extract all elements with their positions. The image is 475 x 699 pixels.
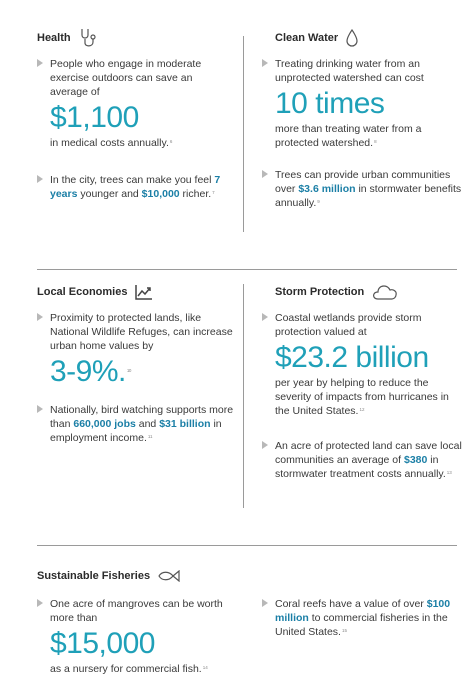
clean-water-section — [275, 28, 465, 48]
storm-protection-item-1-post: per year by helping to reduce the severity of impacts from hurricanes in the United States. — [275, 377, 449, 417]
local-economies-stat-value: 3-9%. — [50, 355, 126, 388]
footnote-ref: 9 — [317, 199, 320, 204]
bullet-arrow-icon — [262, 313, 268, 321]
health-item-2-text: In the city, trees can make you feel — [50, 174, 215, 186]
clean-water-item-2 — [262, 168, 462, 210]
stethoscope-icon — [79, 28, 97, 48]
storm-protection-item-2 — [262, 439, 462, 481]
fisheries-section — [37, 566, 277, 586]
bullet-arrow-icon — [262, 59, 268, 67]
bullet-arrow-icon — [37, 599, 43, 607]
health-highlight-dollars: $10,000 — [141, 188, 180, 200]
bullet-arrow-icon — [37, 59, 43, 67]
storm-protection-item-2-text: An acre of protected land can save local communities an average of — [275, 440, 462, 466]
fish-icon — [158, 570, 180, 582]
clean-water-heading — [275, 28, 465, 48]
line-chart-icon — [135, 284, 153, 300]
fisheries-title: Sustainable Fisheries — [37, 570, 151, 582]
footnote-ref: 11 — [147, 434, 153, 439]
clean-water-item-1-text: Treating drinking water from an unprotected watershed can cost — [275, 58, 424, 84]
footnote-ref: 6 — [169, 139, 173, 144]
bullet-arrow-icon — [37, 313, 43, 321]
local-economies-highlight-dollars: $31 billion — [159, 418, 211, 430]
fisheries-item-1-text: One acre of mangroves can be worth more than — [50, 598, 223, 624]
footnote-ref: 15 — [341, 628, 347, 633]
bullet-arrow-icon — [262, 599, 268, 607]
fisheries-stat-value: $15,000 — [50, 627, 155, 660]
bullet-arrow-icon — [37, 175, 43, 183]
local-economies-item-2-text: Nationally, bird watching supports more than — [50, 404, 234, 430]
storm-protection-section — [275, 282, 465, 302]
footnote-ref: 13 — [446, 470, 452, 475]
health-highlight-years: 7 years — [50, 174, 221, 200]
storm-protection-heading — [275, 282, 465, 302]
divider-horizontal-2 — [37, 545, 457, 546]
local-economies-heading — [37, 282, 237, 302]
local-economies-title: Local Economies — [37, 286, 128, 298]
clean-water-stat-value: 10 times — [275, 87, 385, 120]
clean-water-item-2-text: Trees can provide urban communities over — [275, 169, 451, 195]
health-item-1 — [37, 57, 232, 150]
footnote-ref: 8 — [374, 139, 377, 144]
divider-horizontal-1 — [37, 269, 457, 270]
storm-protection-item-2-post: in stormwater treatment costs annually. — [275, 454, 446, 480]
storm-protection-item-1-text: Coastal wetlands provide storm protection valued at — [275, 312, 422, 338]
clean-water-item-2-post: in stormwater benefits annually. — [275, 183, 462, 209]
storm-protection-title: Storm Protection — [275, 286, 365, 298]
fisheries-item-1-post: as a nursery for commercial fish. — [50, 663, 202, 675]
health-stat-value: $1,100 — [50, 101, 139, 134]
local-economies-item-2-post: in employment income. — [50, 418, 222, 444]
storm-protection-stat-value: $23.2 billion — [275, 341, 429, 374]
clean-water-title: Clean Water — [275, 32, 339, 44]
fisheries-highlight: $100 million — [275, 598, 451, 624]
health-section — [37, 28, 237, 48]
storm-protection-highlight: $380 — [403, 454, 428, 466]
cloud-icon — [372, 284, 398, 300]
bullet-arrow-icon — [37, 405, 43, 413]
footnote-ref: 10 — [126, 368, 131, 373]
health-item-1-post: in medical costs annually. — [50, 137, 169, 149]
fisheries-heading — [37, 566, 277, 586]
health-heading — [37, 28, 237, 48]
footnote-ref: 7 — [212, 190, 215, 195]
fisheries-item-2-post: to commercial fisheries in the United States. — [275, 612, 448, 638]
health-item-1-text: People who engage in moderate exercise outdoors can save an average of — [50, 58, 202, 98]
clean-water-item-1-post: more than treating water from a protected watershed. — [275, 123, 422, 149]
water-drop-icon — [346, 29, 358, 47]
health-title: Health — [37, 32, 71, 44]
footnote-ref: 12 — [359, 407, 365, 412]
bullet-arrow-icon — [262, 170, 268, 178]
health-item-2-post: richer. — [179, 188, 212, 200]
fisheries-item-2-text: Coral reefs have a value of over — [275, 598, 427, 610]
local-economies-item-2 — [37, 403, 237, 445]
fisheries-item-2 — [262, 597, 462, 639]
local-economies-item-2-mid: and — [135, 418, 160, 430]
local-economies-stat — [50, 355, 237, 389]
footnote-ref: 14 — [202, 665, 208, 670]
clean-water-highlight: $3.6 million — [298, 183, 356, 195]
bullet-arrow-icon — [262, 441, 268, 449]
local-economies-highlight-jobs: 660,000 jobs — [73, 418, 136, 430]
divider-vertical-1 — [243, 36, 244, 232]
divider-vertical-2 — [243, 284, 244, 508]
local-economies-item-1-text: Proximity to protected lands, like National Wildlife Refuges, can increase urban home values by — [50, 312, 233, 352]
local-economies-item-1 — [37, 311, 237, 390]
fisheries-item-1 — [37, 597, 237, 676]
health-item-2 — [37, 173, 232, 201]
health-item-2-mid: younger and — [77, 188, 142, 200]
local-economies-section — [37, 282, 237, 302]
storm-protection-item-1 — [262, 311, 462, 418]
clean-water-item-1 — [262, 57, 462, 150]
